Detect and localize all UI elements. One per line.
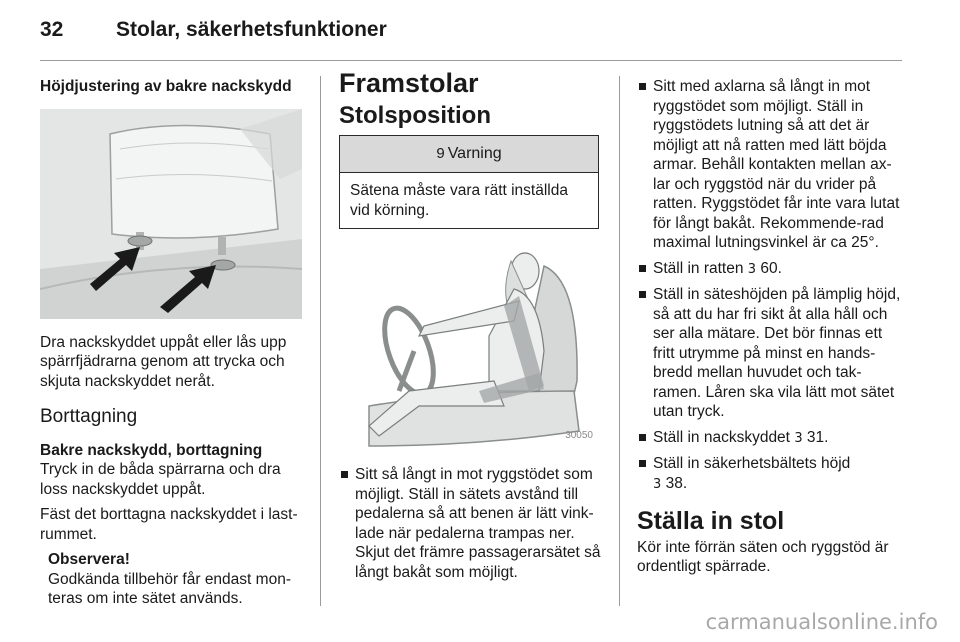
- driver-seat-illustration: [339, 241, 601, 451]
- column-divider-1: [320, 76, 321, 606]
- page-number: 32: [40, 18, 64, 41]
- header-divider: [40, 60, 902, 61]
- front-seats-heading: Framstolar: [339, 68, 479, 98]
- note-text: Godkända tillbehör får endast mon-teras om inte sätet används.: [48, 570, 291, 607]
- list-item: Ställ in säteshöjden på lämplig höjd, så att du har fri sikt åt alla håll och ser alla mätare. Det bör finnas ett fritt utrymme på minst en hands-bredd mellan huvudet och tak-ramen. Låren ska vila lätt mot sätet utan tryck.: [637, 285, 903, 422]
- headrest-adjust-heading: Höjdjustering av bakre nackskydd: [40, 78, 292, 95]
- page-header-title: Stolar, säkerhetsfunktioner: [116, 18, 387, 41]
- column-1: [40, 77, 306, 609]
- warning-box: [339, 135, 599, 229]
- seat-position-heading: Stolsposition: [339, 101, 491, 129]
- list-item: Ställ in ratten 3 60.: [637, 259, 903, 280]
- note-block: [40, 550, 306, 609]
- note-title: Observera!: [48, 551, 130, 568]
- list-item: Ställ in nackskyddet 3 31.: [637, 428, 903, 449]
- page-ref-icon: 3: [653, 476, 662, 492]
- adjust-seat-text: Kör inte förrän säten och ryggstöd är ordentligt spärrade.: [637, 538, 889, 575]
- removal-heading: Borttagning: [40, 406, 138, 427]
- list-item: Ställ in säkerhetsbältets höjd 3 38.: [637, 454, 903, 494]
- column-3: [637, 77, 903, 577]
- seat-position-figure: [339, 241, 601, 451]
- seat-bullets-col3: [637, 77, 903, 494]
- headrest-adjust-text: Dra nackskyddet uppåt eller lås upp spärrfjädrarna genom att trycka och skjuta nackskyddet neråt.: [40, 333, 287, 390]
- column-divider-2: [619, 76, 620, 606]
- list-item: Sitt med axlarna så långt in mot ryggstödet som möjligt. Ställ in ryggstödets lutning så att det är möjligt att nå ratten med lätt böjda armar. Behåll kontakten mellan ax-lar och ryggstöd när du vrider på ratten. Ryggstödet får inte vara lutat för långt bakåt. Rekommende-rad maximal lutningsvinkel är ca 25°.: [637, 77, 903, 253]
- headrest-figure: [40, 109, 302, 319]
- warning-text: Sätena måste vara rätt inställda vid körning.: [350, 182, 568, 219]
- headrest-illustration: [40, 109, 302, 319]
- page-ref-link[interactable]: 60.: [760, 259, 782, 277]
- page-ref-icon: 3: [747, 261, 757, 277]
- removal-text: Tryck in de båda spärrarna och dra loss nackskyddet uppåt.: [40, 461, 281, 498]
- warning-title: Varning: [447, 145, 502, 163]
- page-ref-link[interactable]: 38.: [665, 474, 688, 492]
- figure-code: 30050: [565, 429, 593, 441]
- watermark: carmanualsonline.info: [705, 610, 938, 634]
- seat-bullets-col2: [339, 465, 601, 582]
- page-ref-link[interactable]: 31.: [806, 428, 829, 446]
- warning-triangle-icon: 9: [436, 145, 445, 163]
- warning-header: [340, 136, 598, 173]
- store-headrest-text: Fäst det borttagna nackskyddet i last-rummet.: [40, 506, 298, 543]
- list-item: Sitt så långt in mot ryggstödet som möjligt. Ställ in sätets avstånd till pedalerna så att benen är lätt vink-lade när pedalerna trampas ner. Skjut det främre passagerarsätet så långt bakåt som möjligt.: [339, 465, 601, 582]
- adjust-seat-heading: Ställa in stol: [637, 507, 785, 535]
- rear-headrest-removal-heading: Bakre nackskydd, borttagning: [40, 441, 263, 459]
- column-2: [339, 68, 601, 588]
- page-ref-icon: 3: [794, 430, 803, 446]
